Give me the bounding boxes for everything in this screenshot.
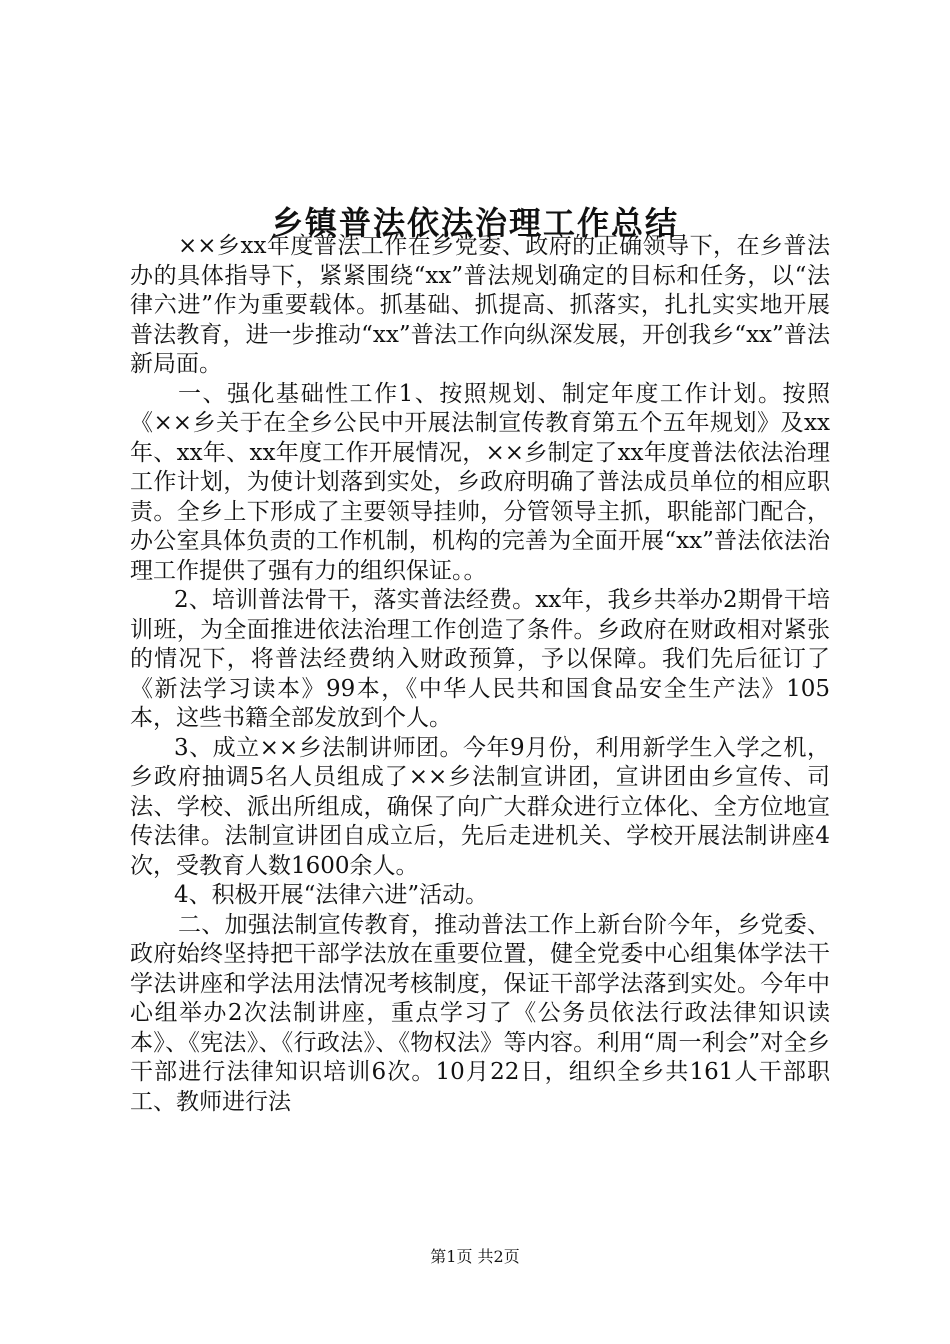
paragraph-item-2: 2、培训普法骨干，落实普法经费。xx年，我乡共举办2期骨干培训班，为全面推进依法治理工作创造了条件。乡政府在财政相对紧张的情况下，将普法经费纳入财政预算，予以保障。我们先后征订了《新法学习读本》99本，《中华人民共和国食品安全生产法》105本，这些书籍全部发放到个人。 bbox=[130, 587, 830, 731]
paragraph-section-2: 二、加强法制宣传教育，推动普法工作上新台阶今年，乡党委、政府始终坚持把干部学法放在重要位置，健全党委中心组集体学法干学法讲座和学法用法情况考核制度，保证干部学法落到实处。今年中心组举办2次法制讲座，重点学习了《公务员依法行政法律知识读本》、《宪法》、《行政法》、《物权法》等内容。利用“周一利会”对全乡干部进行法律知识培训6次。10月22日，组织全乡共161人干部职工、教师进行法 bbox=[130, 911, 830, 1115]
page-number-footer: 第1页 共2页 bbox=[430, 1247, 520, 1266]
paragraph-section-1: 一、强化基础性工作1、按照规划、制定年度工作计划。按照《××乡关于在全乡公民中开展法制宣传教育第五个五年规划》及xx年、xx年、xx年度工作开展情况，××乡制定了xx年度普法依法治理工作计划，为使计划落到实处，乡政府明确了普法成员单位的相应职责。全乡上下形成了主要领导挂帅，分管领导主抓，职能部门配合，办公室具体负责的工作机制，机构的完善为全面开展“xx”普法依法治理工作提供了强有力的组织保证。。 bbox=[130, 380, 830, 584]
paragraph-item-4: 4、积极开展“法律六进”活动。 bbox=[174, 882, 489, 908]
paragraph-intro: ××乡xx年度普法工作在乡党委、政府的正确领导下，在乡普法办的具体指导下，紧紧围绕“xx”普法规划确定的目标和任务，以“法律六进”作为重要载体。抓基础、抓提高、抓落实，扎扎实实地开展普法教育，进一步推动“xx”普法工作向纵深发展，开创我乡“xx”普法新局面。 bbox=[130, 233, 830, 377]
document-body bbox=[130, 232, 830, 1117]
paragraph-item-3: 3、成立××乡法制讲师团。今年9月份，利用新学生入学之机，乡政府抽调5名人员组成了××乡法制宣讲团，宣讲团由乡宣传、司法、学校、派出所组成，确保了向广大群众进行立体化、全方位地宣传法律。法制宣讲团自成立后，先后走进机关、学校开展法制讲座4次，受教育人数1600余人。 bbox=[130, 734, 830, 879]
document-title: 乡镇普法依法治理工作总结 bbox=[270, 204, 679, 243]
